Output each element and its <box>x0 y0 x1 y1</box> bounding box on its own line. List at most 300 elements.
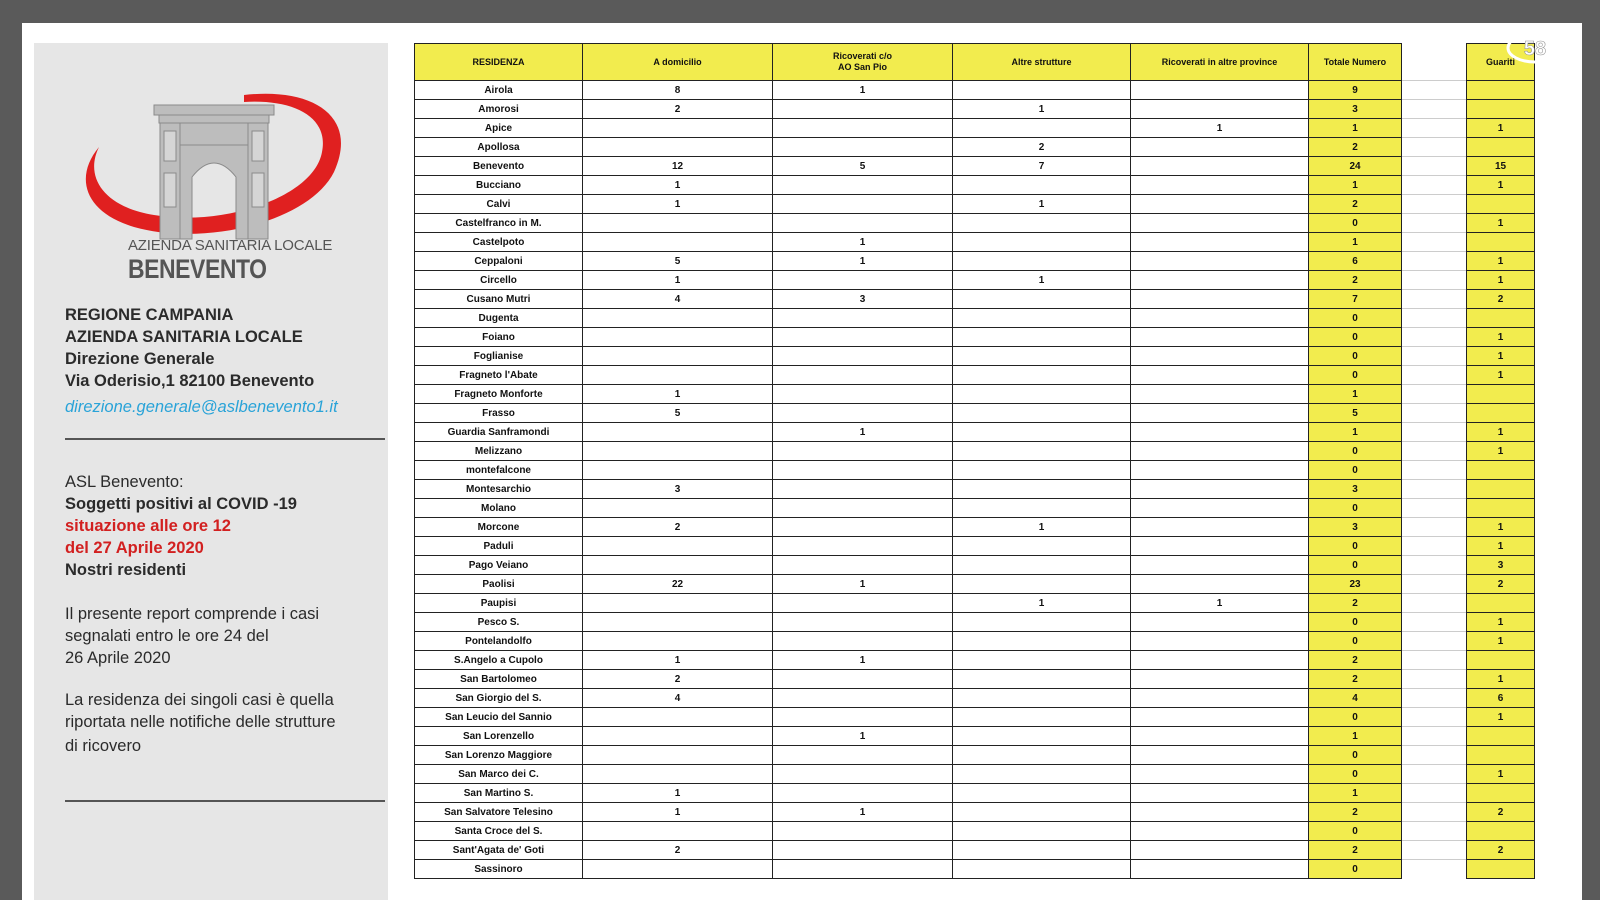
cell-ricoverati <box>773 480 953 499</box>
cell-residenza: Morcone <box>415 518 583 537</box>
report-title: ASL Benevento: <box>65 473 184 491</box>
table-row <box>415 328 1535 347</box>
cell-guariti <box>1467 404 1535 423</box>
cell-altre-province <box>1131 385 1309 404</box>
cell-altre-province <box>1131 499 1309 518</box>
cell-totale: 3 <box>1309 480 1402 499</box>
cell-gap <box>1402 442 1467 461</box>
cell-ricoverati <box>773 404 953 423</box>
cell-ricoverati <box>773 366 953 385</box>
cell-altre-province <box>1131 157 1309 176</box>
cell-guariti: 6 <box>1467 689 1535 708</box>
table-row <box>415 157 1535 176</box>
cell-guariti <box>1467 499 1535 518</box>
cell-altre-strutture <box>953 423 1131 442</box>
cell-altre-strutture <box>953 822 1131 841</box>
cell-residenza: Fragneto Monforte <box>415 385 583 404</box>
table-row <box>415 480 1535 499</box>
header-residenza: RESIDENZA <box>415 44 583 81</box>
cell-residenza: Guardia Sanframondi <box>415 423 583 442</box>
cell-altre-strutture <box>953 689 1131 708</box>
cell-altre-province <box>1131 518 1309 537</box>
cell-totale: 2 <box>1309 271 1402 290</box>
cell-totale: 2 <box>1309 803 1402 822</box>
cell-ricoverati <box>773 100 953 119</box>
cell-domicilio: 1 <box>583 271 773 290</box>
cell-ricoverati <box>773 499 953 518</box>
cell-residenza: Melizzano <box>415 442 583 461</box>
table-row <box>415 575 1535 594</box>
table-row <box>415 366 1535 385</box>
cell-gap <box>1402 195 1467 214</box>
header-gap <box>1402 44 1467 81</box>
report-time: situazione alle ore 12 <box>65 517 231 535</box>
cell-altre-province <box>1131 556 1309 575</box>
cell-totale: 4 <box>1309 689 1402 708</box>
cell-residenza: San Marco dei C. <box>415 765 583 784</box>
cell-ricoverati <box>773 461 953 480</box>
cell-altre-province <box>1131 746 1309 765</box>
cell-altre-strutture: 1 <box>953 271 1131 290</box>
logo-subtitle: AZIENDA SANITARIA LOCALE <box>128 237 333 254</box>
cell-altre-strutture <box>953 404 1131 423</box>
cell-domicilio <box>583 423 773 442</box>
cell-totale: 0 <box>1309 860 1402 879</box>
cell-residenza: San Martino S. <box>415 784 583 803</box>
org-region: REGIONE CAMPANIA <box>65 306 234 324</box>
cell-guariti: 2 <box>1467 575 1535 594</box>
cell-altre-province <box>1131 309 1309 328</box>
table-row <box>415 385 1535 404</box>
table-row <box>415 290 1535 309</box>
cell-altre-strutture <box>953 461 1131 480</box>
table-row <box>415 537 1535 556</box>
table-header-row <box>415 44 1535 81</box>
cell-residenza: Sassinoro <box>415 860 583 879</box>
cell-guariti <box>1467 195 1535 214</box>
cell-guariti: 1 <box>1467 765 1535 784</box>
cell-domicilio: 4 <box>583 290 773 309</box>
header-ricoverati-line2: AO San Pio <box>837 62 887 72</box>
cell-altre-strutture <box>953 290 1131 309</box>
cell-altre-province <box>1131 214 1309 233</box>
cell-domicilio: 1 <box>583 176 773 195</box>
cell-altre-strutture <box>953 784 1131 803</box>
cell-residenza: Ceppaloni <box>415 252 583 271</box>
cell-residenza: San Giorgio del S. <box>415 689 583 708</box>
cell-residenza: San Leucio del Sannio <box>415 708 583 727</box>
cell-gap <box>1402 651 1467 670</box>
cell-altre-strutture <box>953 480 1131 499</box>
table-row <box>415 100 1535 119</box>
cell-altre-strutture <box>953 670 1131 689</box>
cell-gap <box>1402 233 1467 252</box>
cell-altre-strutture <box>953 309 1131 328</box>
cell-altre-strutture <box>953 841 1131 860</box>
cell-altre-strutture <box>953 632 1131 651</box>
cell-ricoverati <box>773 442 953 461</box>
cell-altre-province <box>1131 233 1309 252</box>
cell-totale: 0 <box>1309 309 1402 328</box>
table-row <box>415 556 1535 575</box>
cell-guariti <box>1467 746 1535 765</box>
cell-altre-strutture: 7 <box>953 157 1131 176</box>
cell-guariti <box>1467 461 1535 480</box>
table-row <box>415 271 1535 290</box>
cell-residenza: Paolisi <box>415 575 583 594</box>
cell-guariti <box>1467 480 1535 499</box>
cell-domicilio: 12 <box>583 157 773 176</box>
cell-totale: 0 <box>1309 328 1402 347</box>
cell-ricoverati <box>773 822 953 841</box>
cell-altre-province <box>1131 442 1309 461</box>
cell-domicilio <box>583 233 773 252</box>
cell-altre-strutture <box>953 727 1131 746</box>
header-domicilio: A domicilio <box>583 44 773 81</box>
cell-altre-province <box>1131 727 1309 746</box>
cell-residenza: Benevento <box>415 157 583 176</box>
cell-altre-province <box>1131 765 1309 784</box>
cell-residenza: San Lorenzello <box>415 727 583 746</box>
cell-guariti <box>1467 81 1535 100</box>
cell-guariti: 1 <box>1467 442 1535 461</box>
cell-domicilio: 2 <box>583 100 773 119</box>
cell-ricoverati <box>773 119 953 138</box>
cell-totale: 0 <box>1309 765 1402 784</box>
cell-totale: 2 <box>1309 195 1402 214</box>
report-note-line: segnalati entro le ore 24 del <box>65 627 269 645</box>
cell-gap <box>1402 461 1467 480</box>
cell-residenza: Castelfranco in M. <box>415 214 583 233</box>
cell-domicilio <box>583 708 773 727</box>
cell-totale: 0 <box>1309 537 1402 556</box>
cell-totale: 2 <box>1309 138 1402 157</box>
cell-altre-province <box>1131 860 1309 879</box>
cell-residenza: Paduli <box>415 537 583 556</box>
cell-residenza: Foglianise <box>415 347 583 366</box>
report-note-line: 26 Aprile 2020 <box>65 649 171 667</box>
cell-altre-province: 1 <box>1131 594 1309 613</box>
cell-ricoverati <box>773 613 953 632</box>
cell-altre-province <box>1131 689 1309 708</box>
cell-altre-strutture <box>953 81 1131 100</box>
cell-residenza: Fragneto l'Abate <box>415 366 583 385</box>
report-date: del 27 Aprile 2020 <box>65 539 204 557</box>
cell-domicilio: 2 <box>583 518 773 537</box>
table-row <box>415 822 1535 841</box>
residence-note-line: riportata nelle notifiche delle strutture <box>65 713 336 731</box>
channel-58-logo-icon <box>1506 31 1564 65</box>
table-row <box>415 461 1535 480</box>
cell-guariti: 1 <box>1467 670 1535 689</box>
cell-gap <box>1402 81 1467 100</box>
covid-cases-table-wrap <box>414 43 1535 879</box>
cell-totale: 1 <box>1309 727 1402 746</box>
cell-totale: 0 <box>1309 708 1402 727</box>
report-scope: Nostri residenti <box>65 561 187 579</box>
cell-altre-strutture <box>953 442 1131 461</box>
cell-residenza: Paupisi <box>415 594 583 613</box>
cell-altre-province <box>1131 328 1309 347</box>
cell-ricoverati <box>773 309 953 328</box>
cell-altre-strutture <box>953 119 1131 138</box>
cell-domicilio <box>583 613 773 632</box>
cell-guariti <box>1467 138 1535 157</box>
cell-ricoverati <box>773 518 953 537</box>
cell-guariti <box>1467 385 1535 404</box>
cell-residenza: Dugenta <box>415 309 583 328</box>
cell-totale: 3 <box>1309 100 1402 119</box>
cell-domicilio: 2 <box>583 841 773 860</box>
table-row <box>415 347 1535 366</box>
cell-residenza: Molano <box>415 499 583 518</box>
cell-ricoverati: 1 <box>773 575 953 594</box>
cell-ricoverati <box>773 765 953 784</box>
cell-totale: 3 <box>1309 518 1402 537</box>
table-row <box>415 252 1535 271</box>
cell-guariti: 1 <box>1467 708 1535 727</box>
cell-gap <box>1402 271 1467 290</box>
cell-altre-strutture <box>953 537 1131 556</box>
cell-totale: 1 <box>1309 119 1402 138</box>
cell-gap <box>1402 499 1467 518</box>
logo-title: BENEVENTO <box>128 254 267 284</box>
cell-altre-province: 1 <box>1131 119 1309 138</box>
cell-altre-strutture <box>953 499 1131 518</box>
cell-residenza: San Bartolomeo <box>415 670 583 689</box>
table-row <box>415 613 1535 632</box>
table-row <box>415 651 1535 670</box>
cell-guariti: 1 <box>1467 613 1535 632</box>
table-row <box>415 670 1535 689</box>
table-row <box>415 803 1535 822</box>
cell-altre-province <box>1131 632 1309 651</box>
cell-altre-strutture: 1 <box>953 594 1131 613</box>
cell-altre-strutture <box>953 556 1131 575</box>
info-panel <box>34 43 388 900</box>
report-note-line: Il presente report comprende i casi <box>65 605 320 623</box>
table-row <box>415 765 1535 784</box>
cell-gap <box>1402 480 1467 499</box>
cell-altre-strutture <box>953 860 1131 879</box>
cell-altre-strutture <box>953 708 1131 727</box>
cell-ricoverati: 1 <box>773 81 953 100</box>
table-row <box>415 632 1535 651</box>
cell-altre-province <box>1131 803 1309 822</box>
cell-gap <box>1402 556 1467 575</box>
cell-altre-strutture <box>953 366 1131 385</box>
cell-altre-province <box>1131 613 1309 632</box>
cell-ricoverati <box>773 860 953 879</box>
cell-domicilio: 1 <box>583 195 773 214</box>
cell-totale: 0 <box>1309 613 1402 632</box>
org-email-link[interactable]: direzione.generale@aslbenevento1.it <box>65 398 338 416</box>
cell-ricoverati <box>773 271 953 290</box>
cell-totale: 9 <box>1309 81 1402 100</box>
cell-totale: 0 <box>1309 461 1402 480</box>
cell-gap <box>1402 252 1467 271</box>
cell-ricoverati <box>773 195 953 214</box>
cell-altre-province <box>1131 404 1309 423</box>
cell-ricoverati: 1 <box>773 803 953 822</box>
cell-altre-province <box>1131 81 1309 100</box>
cell-gap <box>1402 347 1467 366</box>
cell-altre-province <box>1131 100 1309 119</box>
cell-altre-province <box>1131 138 1309 157</box>
cell-gap <box>1402 537 1467 556</box>
cell-altre-strutture <box>953 575 1131 594</box>
cell-residenza: Cusano Mutri <box>415 290 583 309</box>
cell-domicilio <box>583 556 773 575</box>
cell-altre-province <box>1131 461 1309 480</box>
table-row <box>415 727 1535 746</box>
residence-note-line: di ricovero <box>65 737 142 755</box>
cell-gap <box>1402 214 1467 233</box>
cell-ricoverati <box>773 138 953 157</box>
table-row <box>415 176 1535 195</box>
cell-residenza: Pesco S. <box>415 613 583 632</box>
cell-altre-strutture: 1 <box>953 195 1131 214</box>
cell-altre-province <box>1131 670 1309 689</box>
covid-cases-table <box>414 43 1535 879</box>
table-row <box>415 860 1535 879</box>
cell-ricoverati: 1 <box>773 727 953 746</box>
table-row <box>415 195 1535 214</box>
cell-guariti: 1 <box>1467 119 1535 138</box>
cell-totale: 7 <box>1309 290 1402 309</box>
cell-totale: 0 <box>1309 366 1402 385</box>
cell-domicilio: 5 <box>583 252 773 271</box>
cell-residenza: Bucciano <box>415 176 583 195</box>
cell-guariti: 1 <box>1467 214 1535 233</box>
cell-ricoverati <box>773 841 953 860</box>
residence-note-line: La residenza dei singoli casi è quella <box>65 691 334 709</box>
header-altre-strutture: Altre strutture <box>953 44 1131 81</box>
cell-altre-province <box>1131 822 1309 841</box>
cell-altre-strutture <box>953 347 1131 366</box>
cell-totale: 5 <box>1309 404 1402 423</box>
cell-ricoverati <box>773 746 953 765</box>
cell-totale: 2 <box>1309 651 1402 670</box>
cell-gap <box>1402 366 1467 385</box>
cell-altre-strutture: 2 <box>953 138 1131 157</box>
cell-gap <box>1402 290 1467 309</box>
table-row <box>415 214 1535 233</box>
cell-guariti: 1 <box>1467 537 1535 556</box>
cell-altre-strutture <box>953 765 1131 784</box>
cell-guariti: 1 <box>1467 347 1535 366</box>
cell-ricoverati <box>773 537 953 556</box>
table-row <box>415 423 1535 442</box>
header-guariti: Guariti <box>1467 44 1535 81</box>
cell-domicilio <box>583 442 773 461</box>
cell-ricoverati <box>773 594 953 613</box>
cell-guariti: 1 <box>1467 176 1535 195</box>
cell-guariti <box>1467 594 1535 613</box>
cell-guariti: 1 <box>1467 518 1535 537</box>
cell-ricoverati <box>773 347 953 366</box>
cell-ricoverati: 1 <box>773 233 953 252</box>
cell-ricoverati: 1 <box>773 651 953 670</box>
cell-guariti: 2 <box>1467 290 1535 309</box>
cell-totale: 0 <box>1309 632 1402 651</box>
cell-altre-province <box>1131 480 1309 499</box>
table-row <box>415 309 1535 328</box>
cell-gap <box>1402 575 1467 594</box>
cell-gap <box>1402 594 1467 613</box>
cell-residenza: Airola <box>415 81 583 100</box>
document-page <box>22 23 1582 900</box>
cell-gap <box>1402 518 1467 537</box>
cell-totale: 24 <box>1309 157 1402 176</box>
cell-guariti <box>1467 233 1535 252</box>
divider <box>65 800 385 802</box>
cell-ricoverati: 1 <box>773 252 953 271</box>
table-row <box>415 138 1535 157</box>
cell-residenza: Foiano <box>415 328 583 347</box>
divider <box>65 438 385 440</box>
cell-domicilio: 1 <box>583 385 773 404</box>
cell-totale: 23 <box>1309 575 1402 594</box>
cell-gap <box>1402 176 1467 195</box>
cell-guariti <box>1467 860 1535 879</box>
cell-guariti <box>1467 651 1535 670</box>
cell-totale: 1 <box>1309 233 1402 252</box>
cell-ricoverati <box>773 784 953 803</box>
cell-altre-province <box>1131 423 1309 442</box>
cell-residenza: Calvi <box>415 195 583 214</box>
header-altre-province: Ricoverati in altre province <box>1131 44 1309 81</box>
cell-gap <box>1402 119 1467 138</box>
cell-altre-province <box>1131 176 1309 195</box>
cell-gap <box>1402 822 1467 841</box>
cell-altre-strutture <box>953 803 1131 822</box>
cell-domicilio <box>583 461 773 480</box>
cell-domicilio: 22 <box>583 575 773 594</box>
cell-altre-province <box>1131 651 1309 670</box>
cell-domicilio <box>583 347 773 366</box>
cell-guariti <box>1467 822 1535 841</box>
table-row <box>415 594 1535 613</box>
cell-residenza: Santa Croce del S. <box>415 822 583 841</box>
cell-guariti: 2 <box>1467 841 1535 860</box>
cell-altre-province <box>1131 290 1309 309</box>
cell-gap <box>1402 404 1467 423</box>
table-row <box>415 81 1535 100</box>
cell-altre-province <box>1131 537 1309 556</box>
cell-ricoverati <box>773 214 953 233</box>
cell-altre-province <box>1131 195 1309 214</box>
cell-altre-province <box>1131 271 1309 290</box>
cell-totale: 1 <box>1309 385 1402 404</box>
table-row <box>415 784 1535 803</box>
cell-residenza: Pago Veiano <box>415 556 583 575</box>
cell-altre-strutture <box>953 233 1131 252</box>
cell-totale: 2 <box>1309 841 1402 860</box>
cell-totale: 2 <box>1309 594 1402 613</box>
table-row <box>415 499 1535 518</box>
cell-ricoverati <box>773 556 953 575</box>
cell-ricoverati <box>773 176 953 195</box>
cell-domicilio <box>583 860 773 879</box>
cell-residenza: S.Angelo a Cupolo <box>415 651 583 670</box>
table-row <box>415 442 1535 461</box>
cell-altre-province <box>1131 252 1309 271</box>
cell-gap <box>1402 765 1467 784</box>
cell-ricoverati <box>773 328 953 347</box>
cell-guariti: 3 <box>1467 556 1535 575</box>
cell-ricoverati: 1 <box>773 423 953 442</box>
